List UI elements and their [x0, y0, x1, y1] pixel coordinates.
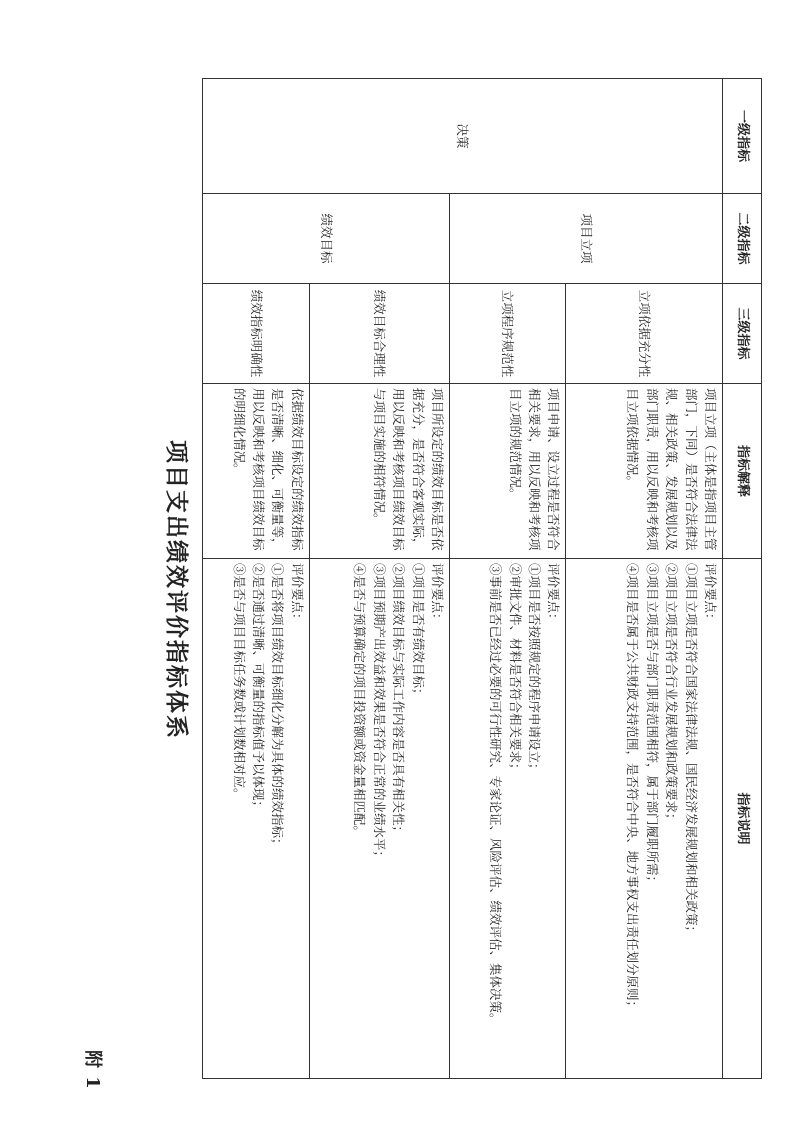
note-line: 评价要点： — [289, 563, 305, 626]
note-line: ③项目预期产出效益和效果是否符合正常的业绩水平； — [371, 563, 387, 864]
column-header: 二级指标 — [723, 194, 762, 284]
note-line: ①项目是否有绩效目标； — [410, 563, 426, 701]
note-line: 评价要点： — [546, 563, 562, 626]
note-line: ②项目绩效目标与实际工作内容是否具有相关性； — [391, 563, 407, 839]
note-line: ①项目立项是否符合国家法律法规、国民经济发展规划和相关政策； — [683, 563, 699, 939]
note-line: ①是否将项目绩效目标细化分解为具体的绩效指标； — [270, 563, 286, 851]
table-header-row — [723, 79, 762, 1079]
note-line: ④是否与预算确定的项目投资额或资金量相匹配。 — [352, 563, 368, 839]
notes-cell — [309, 559, 449, 1079]
note-line: ①项目是否按照规定的程序申请设立； — [526, 563, 542, 776]
note-line: ③项目立项是否与部门职责范围相符，属于部门履职所需； — [644, 563, 660, 889]
note-line: ③是否与项目目标任务数或计划数相对应。 — [231, 563, 247, 801]
note-line: ②是否通过清晰、可衡量的指标值予以体现； — [251, 563, 267, 814]
level3-cell: 绩效指标明确性 — [203, 284, 310, 384]
level3-cell: 绩效目标合理性 — [309, 284, 449, 384]
level3-cell: 立项程序规范性 — [449, 284, 565, 384]
explain-cell: 项目申请、设立过程是否符合相关要求，用以反映和考核项目立项的规范情况。 — [449, 384, 565, 559]
note-line: ④项目是否属于公共财政支持范围，是否符合中央、地方事权支出责任划分原则； — [625, 563, 641, 1014]
indicator-table — [202, 78, 762, 1079]
explain-cell: 项目所设定的绩效目标是否依据充分，是否符合客观实际，用以反映和考核项目绩效目标与项目实施的相符情况。 — [309, 384, 449, 559]
note-line: ②审批文件、材料是否符合相关要求； — [507, 563, 523, 776]
column-header: 指标说明 — [723, 559, 762, 1079]
column-header: 三级指标 — [723, 284, 762, 384]
level2-cell: 项目立项 — [449, 194, 722, 284]
notes-cell — [203, 559, 310, 1079]
indicator-table-wrapper — [202, 78, 762, 1078]
column-header: 指标解释 — [723, 384, 762, 559]
appendix-label: 附 1 — [82, 1050, 103, 1090]
notes-cell — [566, 559, 723, 1079]
note-line: ③事前是否已经过必要的可行性研究、专家论证、风险评估、绩效评估、集体决策。 — [488, 563, 504, 1026]
note-line: 评价要点： — [429, 563, 445, 626]
page-title: 项目支出绩效评价指标体系 — [163, 440, 190, 740]
notes-cell — [449, 559, 565, 1079]
table-row — [566, 79, 723, 1079]
explain-cell: 依据绩效目标设定的绩效指标是否清晰、细化、可衡量等，用以反映和考核项目绩效目标的明细化情况。 — [203, 384, 310, 559]
note-line: 评价要点： — [703, 563, 718, 626]
explain-cell: 项目立项（主体是指项目主管部门，下同）是否符合法律法规、相关政策、发展规划以及部门职责，用以反映和考核项目立项依据情况。 — [566, 384, 723, 559]
level2-cell: 绩效目标 — [203, 194, 450, 284]
column-header: 一级指标 — [723, 79, 762, 194]
level3-cell: 立项依据充分性 — [566, 284, 723, 384]
table-row — [309, 79, 449, 1079]
note-line: ②项目立项是否符合行业发展规划和政策要求； — [664, 563, 680, 826]
level1-cell: 决策 — [203, 79, 723, 194]
